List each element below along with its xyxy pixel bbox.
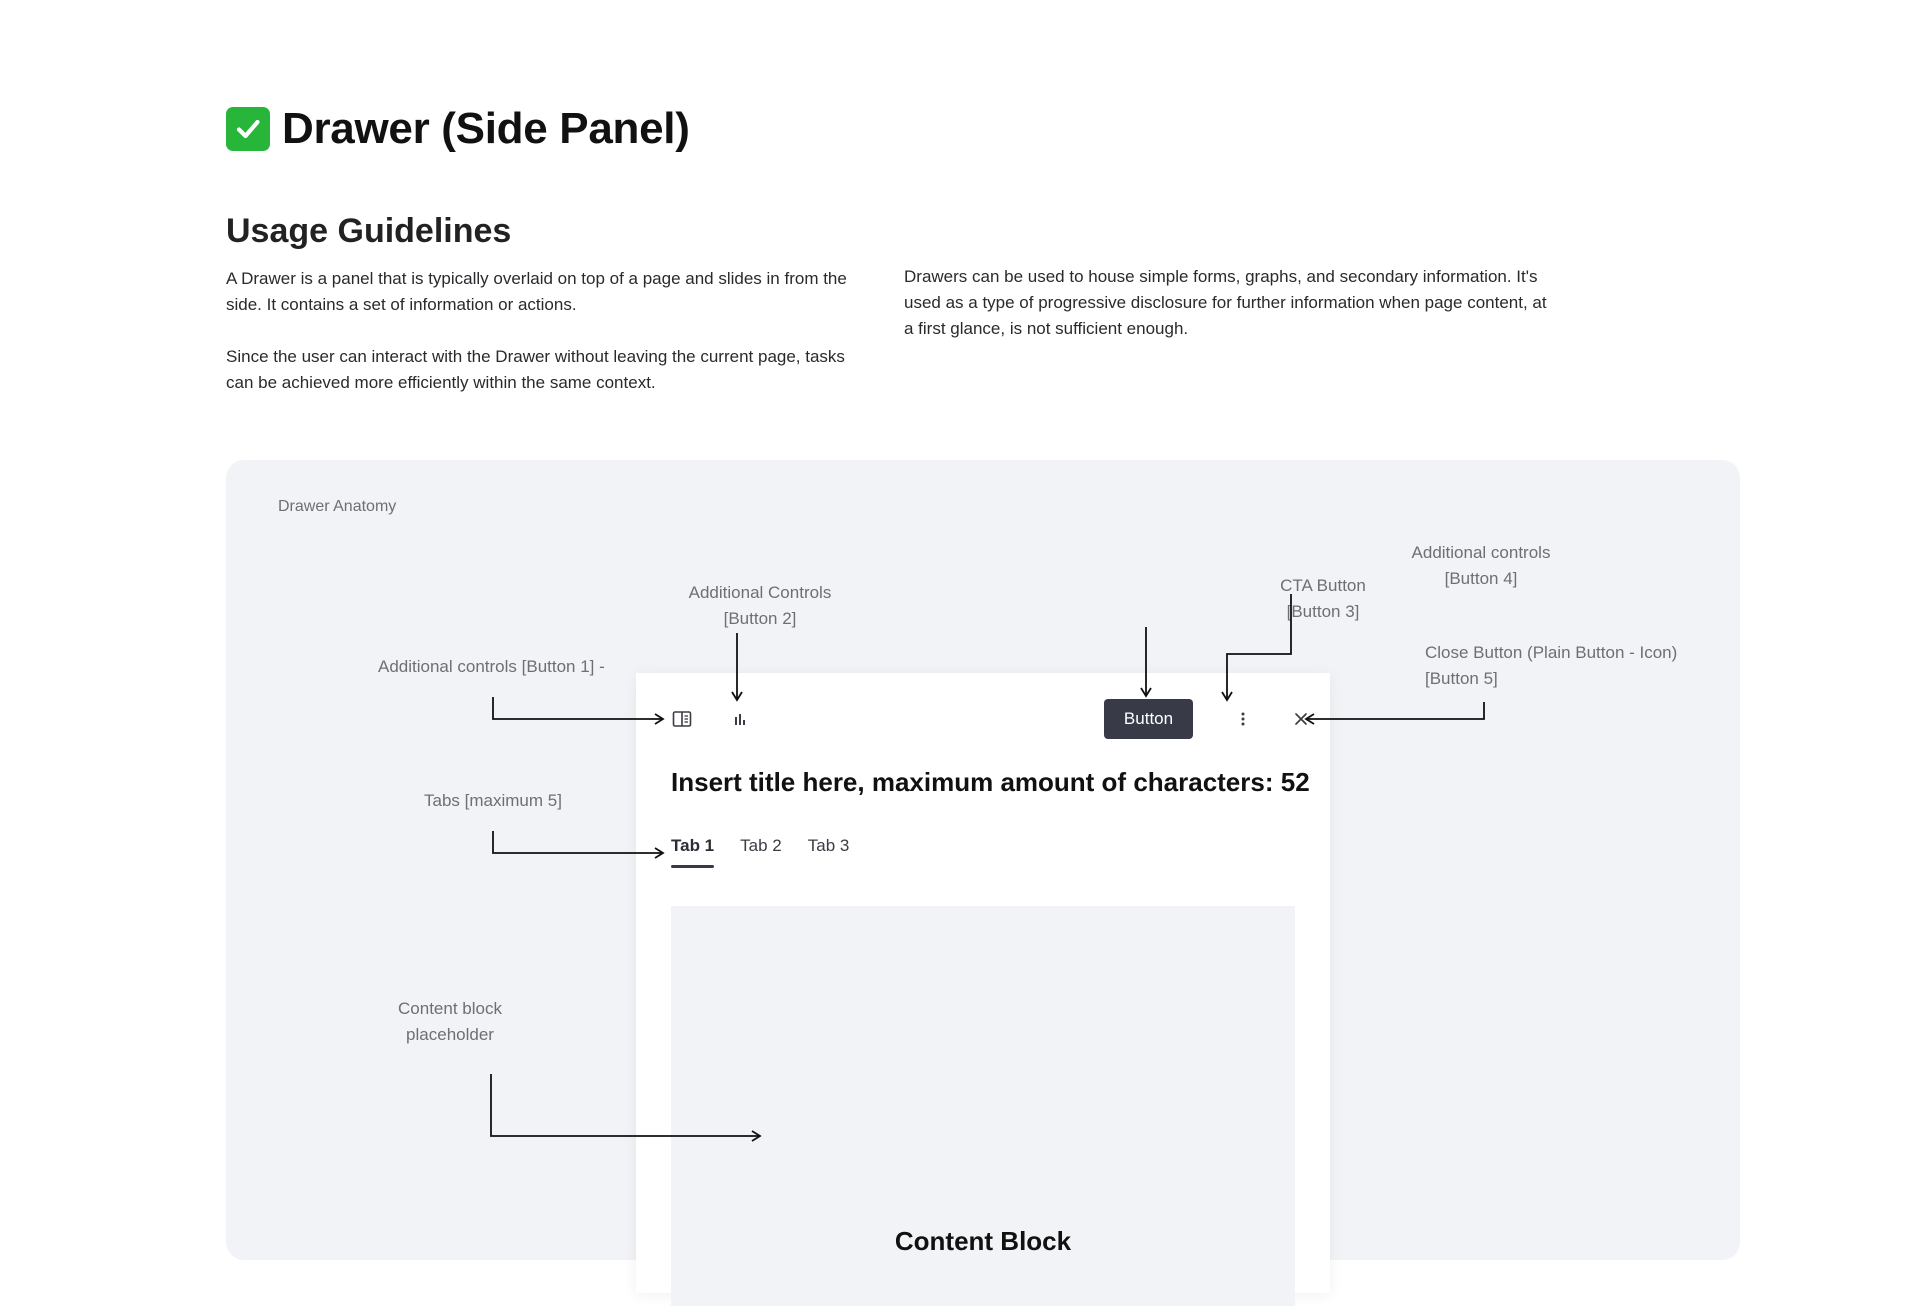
usage-paragraph-3: Drawers can be used to house simple forms, graphs, and secondary information. It's used as a type of progressive disclosure for further information when page content, at a first glance, is not sufficient enough. xyxy=(904,267,1547,338)
note-content-line1: Content block xyxy=(398,999,502,1018)
note-button-1: Additional controls [Button 1] - xyxy=(378,657,605,676)
note-cta-button xyxy=(1253,573,1393,625)
page-title-text: Drawer (Side Panel) xyxy=(282,104,690,153)
content-block-label: Content Block xyxy=(894,1226,1072,1256)
drawer-title: Insert title here, maximum amount of characters: 52 xyxy=(671,767,1310,797)
drawer-tabs xyxy=(671,836,849,868)
usage-paragraph-1: A Drawer is a panel that is typically overlaid on top of a page and slides in from the side. It contains a set of information or actions. xyxy=(226,269,847,314)
close-icon[interactable] xyxy=(1289,707,1313,731)
usage-right-column xyxy=(904,264,1554,342)
more-vertical-icon[interactable] xyxy=(1231,707,1255,731)
note-cta-line2: [Button 3] xyxy=(1286,602,1360,621)
note-button-2-line1: Additional Controls xyxy=(688,583,832,602)
check-mark-button-icon xyxy=(226,107,270,151)
drawer-example xyxy=(636,673,1330,1293)
tab-3[interactable]: Tab 3 xyxy=(807,836,850,855)
usage-left-column xyxy=(226,266,876,396)
note-cta-line1: CTA Button xyxy=(1280,576,1366,595)
side-panel-icon[interactable] xyxy=(670,707,694,731)
drawer-anatomy-panel xyxy=(226,460,1740,1260)
note-close-line1: Close Button (Plain Button - Icon) xyxy=(1425,643,1678,662)
page-title xyxy=(226,104,690,154)
note-button-2-line2: [Button 2] xyxy=(723,609,797,628)
note-content-block xyxy=(350,996,550,1048)
note-tabs: Tabs [maximum 5] xyxy=(424,791,562,810)
tab-1[interactable]: Tab 1 xyxy=(671,836,714,868)
note-button-4-line2: [Button 4] xyxy=(1444,569,1518,588)
cta-button[interactable]: Button xyxy=(1104,699,1193,739)
usage-guidelines-heading: Usage Guidelines xyxy=(226,212,512,250)
tab-2[interactable]: Tab 2 xyxy=(740,836,782,855)
bar-chart-icon[interactable] xyxy=(728,707,752,731)
note-close-button xyxy=(1425,640,1725,692)
arrow-close-button xyxy=(1306,702,1484,719)
note-button-4 xyxy=(1391,540,1571,592)
anatomy-label: Drawer Anatomy xyxy=(278,498,397,515)
note-content-line2: placeholder xyxy=(406,1025,494,1044)
note-close-line2: [Button 5] xyxy=(1425,669,1498,688)
usage-paragraph-2: Since the user can interact with the Drawer without leaving the current page, tasks can be achieved more efficiently within the same context. xyxy=(226,347,845,392)
note-button-2 xyxy=(660,580,860,632)
content-block-placeholder xyxy=(671,906,1295,1306)
note-button-4-line1: Additional controls xyxy=(1411,543,1551,562)
